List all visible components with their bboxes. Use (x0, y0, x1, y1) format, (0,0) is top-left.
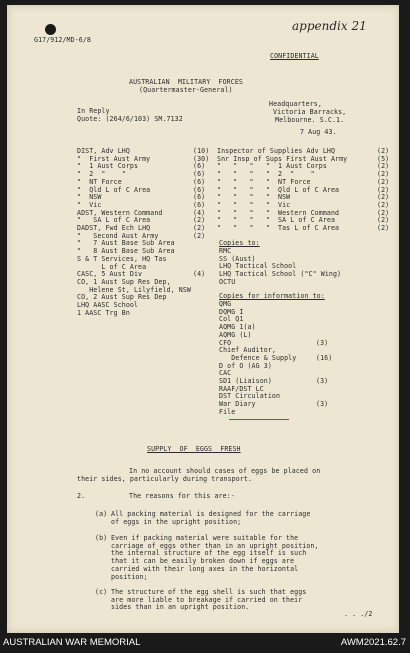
copies-info-item: DST Circulation (219, 392, 281, 401)
copies-info-item: D of O (AG 3) (219, 361, 272, 370)
hq-line-2: Victoria Barracks, (273, 108, 347, 116)
organisation-title: AUSTRALIAN MILITARY FORCES (129, 78, 243, 86)
copies-info-item: CAC (219, 369, 232, 378)
distribution-left-item: " First Aust Army (77, 154, 151, 163)
distribution-left-count: (6) (193, 170, 206, 179)
copies-info-item: RAAF/DST LC (219, 384, 264, 393)
distribution-left-item: " 8 Aust Base Sub Area (77, 247, 175, 256)
distribution-left-item: S & T Services, HQ Tas (77, 254, 167, 263)
copies-info-item: Col Q1 (219, 315, 244, 324)
distribution-left-count: (6) (193, 200, 206, 209)
distribution-left-item: " SA L of C Area (77, 216, 151, 225)
distribution-left-count: (2) (193, 224, 206, 232)
distribution-left-item: DADST, Fwd Ech LHQ (77, 224, 151, 232)
para2a-line: All packing material is designed for the carriage (111, 510, 311, 518)
copies-to-item: SS (Aust) (219, 254, 256, 263)
distribution-left-item: CO, 1 Aust Sup Res Dep, (77, 277, 171, 286)
copies-to-item: LHQ Tactical School ("C" Wing) (219, 270, 342, 279)
para2b-label: (b) (95, 534, 108, 542)
distribution-right-item: " " " " Western Command (217, 208, 340, 217)
copies-info-count: (3) (316, 338, 329, 347)
copies-info-item: AQMG (L) (219, 330, 252, 339)
distribution-left-item: " NT Force (77, 177, 122, 186)
distribution-left-count: (4) (193, 208, 206, 217)
copies-to-item: LHQ Tactical School (219, 262, 297, 271)
distribution-left-count: (6) (193, 177, 206, 186)
copies-info-item: Chief Auditor, (219, 346, 276, 355)
distribution-right-count: (2) (377, 224, 390, 232)
subject-heading: SUPPLY OF EGGS FRESH (147, 445, 241, 453)
punch-hole (45, 24, 56, 35)
distribution-left-count: (4) (193, 270, 206, 279)
distribution-right-item: " " " " NSW (217, 193, 291, 202)
distribution-right-item: Inspector of Supplies Adv LHQ (217, 147, 336, 155)
para2c-label: (c) (95, 588, 108, 596)
distribution-left-item: " 7 Aust Base Sub Area (77, 239, 175, 248)
distribution-right-count: (2) (377, 208, 390, 217)
reply-label: In Reply (77, 107, 110, 115)
copies-info-item: CFO (219, 338, 232, 347)
distribution-right-count: (2) (377, 147, 390, 155)
para2b-line: Even if packing material were suitable for the (111, 534, 299, 542)
distribution-left-item: " Vic (77, 200, 102, 209)
copies-info-item: War Diary (219, 400, 256, 409)
organisation-subtitle: (Quartermaster-General) (139, 86, 233, 94)
para2a-label: (a) (95, 510, 108, 518)
para2b-line: that it can be easily broken down if eggs are (111, 557, 295, 566)
para2a-line: of eggs in the upright position; (111, 517, 242, 526)
distribution-left-count: (10) (193, 147, 210, 155)
distribution-left-count: (6) (193, 162, 206, 171)
distribution-right-count: (5) (377, 154, 390, 163)
distribution-right-item: " " " " Tas L of C Area (217, 224, 340, 232)
para2b-line: carriage of eggs other than in an upright position, (111, 541, 319, 550)
distribution-right-item: " " " " NT Force (217, 177, 311, 186)
copies-info-item: Defence & Supply (219, 353, 297, 362)
copies-to-item: OCTU (219, 277, 236, 286)
distribution-right-item: Snr Insp of Sups First Aust Army (217, 154, 348, 163)
para2b-line: the internal structure of the egg itself is such (111, 549, 307, 558)
distribution-left-count: (6) (193, 193, 206, 202)
document-date: 7 Aug 43. (300, 128, 337, 136)
hq-line-1: Headquarters, (269, 100, 322, 108)
distribution-right-item: " " " " 2 " " (217, 170, 315, 179)
red-underline-mark (229, 419, 289, 420)
distribution-left-item: LHQ AASC School (77, 301, 139, 309)
distribution-right-count: (2) (377, 162, 390, 171)
distribution-left-count: (30) (193, 154, 210, 163)
copies-info-count: (16) (316, 353, 333, 362)
distribution-left-item: " Second Aust Army (77, 231, 159, 240)
footer-institution: AUSTRALIAN WAR MEMORIAL (3, 637, 141, 648)
distribution-left-item: L of C Area (77, 262, 147, 271)
para2c-line: sides than in an upright position. (111, 603, 250, 612)
distribution-left-item: " 1 Aust Corps (77, 162, 139, 171)
distribution-left-item: DIST, Adv LHQ (77, 147, 130, 155)
distribution-left-item: CASC, 5 Aust Div (77, 270, 143, 279)
distribution-left-count: (2) (193, 231, 206, 240)
distribution-right-count: (2) (377, 193, 390, 202)
distribution-right-count: (2) (377, 185, 390, 194)
para1-line-1: In no account should cases of eggs be placed on (129, 467, 321, 475)
para2b-line: position; (111, 572, 148, 581)
para2c-line: are more liable to breakage if carried on their (111, 595, 303, 604)
distribution-left-item: ADST, Western Command (77, 208, 163, 217)
distribution-left-count: (6) (193, 185, 206, 194)
continuation-mark: . . ./2 (344, 610, 373, 618)
handwritten-annotation: appendix 21 (292, 19, 367, 33)
document-page (7, 5, 399, 633)
distribution-left-item: " Qld L of C Area (77, 185, 151, 194)
copies-info-heading: Copies for information to: (219, 292, 325, 300)
distribution-left-count: (2) (193, 216, 206, 225)
copies-info-count: (3) (316, 377, 329, 385)
distribution-right-item: " " " " Qld L of C Area (217, 185, 340, 194)
distribution-right-count: (2) (377, 200, 390, 209)
distribution-left-item: " 2 " " (77, 170, 126, 179)
para1-line-2: their sides, particularly during transport. (77, 475, 252, 483)
para2c-line: The structure of the egg shell is such that eggs (111, 588, 307, 596)
distribution-right-count: (2) (377, 216, 390, 225)
distribution-right-item: " " " " SA L of C Area (217, 216, 336, 225)
para2b-line: carried with their long axes in the horizontal (111, 564, 299, 573)
footer-accession: AWM2021.62.7 (340, 637, 406, 648)
distribution-right-item: " " " " 1 Aust Corps (217, 162, 327, 171)
distribution-left-item: Helene St, Lilyfield, NSW (77, 285, 191, 294)
para2-intro: The reasons for this are:- (129, 492, 235, 500)
copies-info-item: AQMG 1(a) (219, 323, 256, 332)
distribution-left-item: 1 AASC Trg Bn (77, 308, 130, 317)
classification-marking: CONFIDENTIAL (270, 52, 319, 60)
copies-info-count: (3) (316, 400, 329, 409)
copies-info-item: File (219, 407, 236, 416)
distribution-right-item: " " " " Vic (217, 200, 291, 209)
distribution-right-count: (2) (377, 177, 390, 186)
copies-to-heading: Copies to: (219, 239, 260, 247)
para2-number: 2. (77, 492, 86, 500)
distribution-right-count: (2) (377, 170, 390, 179)
hq-line-3: Melbourne. S.C.1. (275, 116, 345, 124)
distribution-left-item: " NSW (77, 193, 102, 202)
quote-reference: Quote: (264/6/103) SM.7132 (77, 115, 183, 123)
distribution-left-item: CO, 2 Aust Sup Res Dep (77, 293, 167, 302)
file-reference: G17/912/MD-6/8 (34, 36, 91, 44)
copies-info-item: QMG (219, 300, 232, 308)
copies-to-item: RMC (219, 247, 232, 255)
copies-info-item: DQMG I (219, 307, 244, 316)
copies-info-item: SD1 (Liaison) (219, 377, 272, 385)
